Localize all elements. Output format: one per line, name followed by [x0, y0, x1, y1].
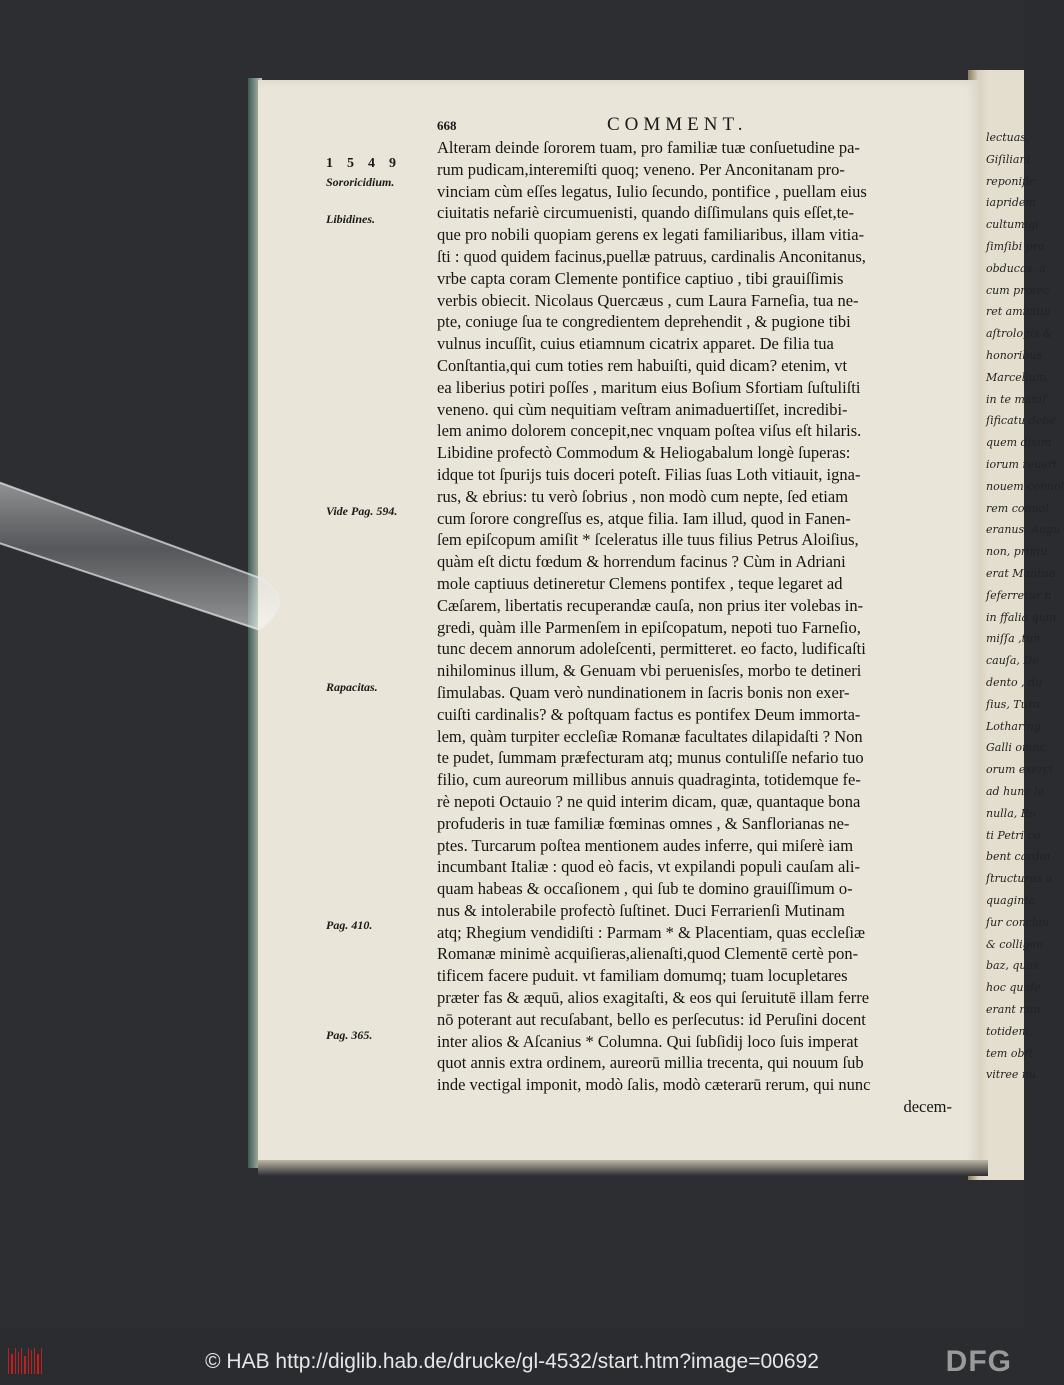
facing-page-line: hoc quide [986, 981, 1041, 995]
facing-page-line: eranus, Augu [986, 523, 1061, 537]
facing-page-line: baz, quas [986, 959, 1039, 973]
text-line: idque tot ſpurijs tuis doceri poteſt. Filias ſuas Loth vitiauit, igna- [437, 464, 861, 484]
facing-page-line: lectuas, [986, 131, 1030, 144]
facing-page-line: Marcellum, [986, 370, 1050, 384]
text-line: rum pudicam,interemiſti quoq; veneno. Per Anconitanam pro- [437, 159, 845, 179]
facing-page-line: non, primu [986, 545, 1048, 559]
catchword: decem- [903, 1097, 952, 1117]
facing-page-line: erant nun [986, 1003, 1041, 1016]
text-line: que pro nobili quopiam gerens ex legati familiaribus, illam vitia- [437, 225, 865, 245]
glass-rod-overlay [0, 520, 310, 620]
text-line: rus, & ebrius: tu verò ſobrius , non modò cum nepte, ſed etiam [437, 486, 849, 506]
facing-page-line: ſificatu debe [986, 414, 1056, 428]
text-line: atq; Rhegium vendidiſti : Parmam * & Placentiam, quas eccleſiæ [437, 922, 865, 942]
text-line: tunc decem annorum adoleſcenti, permitteret. eo facto, ludificaſti [437, 639, 866, 659]
facing-page-line: ſtructuras a [986, 872, 1053, 886]
facing-page-line: obducas. a [986, 261, 1046, 275]
text-line: præter fas & æquū, alios exagitaſti, & eos qui ſeruitutē illam ferre [437, 988, 870, 1008]
text-line: nihilominus illum, & Genuam vbi peruenisſes, morbo te detineri [437, 661, 862, 681]
text-line: tificem facere puduit. vt familiam domumq; tuam locupletares [437, 966, 848, 986]
margin-note-libidines: Libidines. [326, 212, 376, 226]
facing-page-line: rem conuol [986, 501, 1049, 515]
text-line: quàm eſt dictu fœdum & horrendum facinus ? Cùm in Adriani [437, 552, 846, 572]
margin-note-pag-365: Pag. 365. [326, 1028, 373, 1042]
facing-page-line: in ffalia quin [986, 610, 1057, 624]
text-line: lem, quàm turpiter eccleſiæ Romanæ facultates dilapidaſti ? Non [437, 726, 863, 746]
dfg-logo: DFG [945, 1345, 1012, 1378]
facing-page-line: ſius, Turn [986, 697, 1041, 711]
facing-page-line: ſeferretur n [986, 588, 1052, 602]
facing-page-line: ti Petri co [986, 828, 1041, 842]
facing-page-line: nouem conuol [986, 479, 1064, 493]
text-line: vinciam cùm eſſes legatus, Iulio ſecundo, pontifice , puellam eius [437, 181, 867, 201]
text-line: pte, coniuge ſua te congredientem deprehendit , & pugione tibi [437, 312, 851, 332]
text-line: vrbe capta coram Clemente pontifice captiuo , tibi grauiſſimis [437, 268, 844, 288]
facing-page-line: & colligen [986, 937, 1044, 951]
facing-page-line: bent cardin [986, 850, 1051, 864]
text-line: Libidine profectò Commodum & Heliogabalum longè ſuperas: [437, 443, 851, 463]
facing-page-line: iapridem [986, 196, 1036, 210]
text-line: ſem epiſcopum amiſit * ſceleratus ille tuus filius Petrus Aloiſius, [437, 530, 859, 550]
text-line: cuiſti cardinalis? & poſtquam factus es pontifex Deum immorta- [437, 704, 861, 724]
text-line: quam habeas & occaſionem , qui ſub te domino grauiſſimum o- [437, 879, 853, 899]
margin-year: 1549 [326, 156, 410, 171]
page-header [437, 116, 957, 138]
text-line: Romanæ minimè acquiſieras,alienaſti,quod Clementē certè pon- [437, 944, 859, 964]
text-line: ea liberius potiri poſſes , maritum eius Boſium Sfortiam ſuſtuliſti [437, 377, 861, 397]
facing-page-line: cum protec [986, 283, 1050, 297]
text-line: veneno. qui cùm nequitiam veſtram animaduertiſſet, incredibi- [437, 399, 848, 419]
text-line: incumbant Italiæ : quod eò facis, vt expilandi populi cauſam ali- [437, 857, 860, 877]
facing-page-line: quaginta [986, 894, 1036, 907]
text-line: ptes. Turcarum poſtea mentionem audes inferre, qui miſerè iam [437, 835, 854, 855]
text-line: lem animo dolorem concepit,nec vnquam poſtea viſus eſt hilaris. [437, 421, 862, 441]
margin-note-vide-pag: Vide Pag. 594. [326, 504, 398, 518]
text-line: profuderis in tuæ familiæ fœminas omnes , & Sanflorianas ne- [437, 813, 850, 833]
text-line: rè nepoti Octauio ? ne quid interim dicam, quæ, quantaque bona [437, 791, 861, 811]
facing-page-line: tem obſt [986, 1046, 1034, 1060]
text-line: inter alios & Aſcanius * Columna. Qui ſubſidij loco ſuis imperat [437, 1031, 859, 1051]
facing-page-line: ret amicitia [986, 305, 1051, 319]
facing-page-line: ſimſibi pra [986, 240, 1045, 253]
text-line: filio, cum aureorum millibus annuis quadraginta, totidemque fe- [437, 770, 861, 790]
text-line: Alteram deinde ſororem tuam, pro familiæ tuæ conſuetudine pa- [437, 138, 860, 157]
facing-page-line: miſſa ,tun [986, 632, 1041, 646]
facing-page-line: quem dixim [986, 436, 1052, 450]
text-line: nō poterant aut recuſabant, bello es perſecutus: id Peruſini docent [437, 1009, 866, 1029]
facing-page-line: orum exerci [986, 763, 1054, 777]
facing-page-line: Lotharing [986, 719, 1041, 733]
text-line: quot annis extra ordinem, aureorū millia trecenta, qui nouum ſub [437, 1053, 864, 1073]
facing-page-line: aſtrologis & [986, 327, 1053, 341]
text-line: cum ſorore congreſſus es, atque filia. Iam illud, quod in Fanen- [437, 508, 851, 528]
text-line: Conſtantia,qui cum toties rem habuiſti, quid dicam? etenim, vt [437, 355, 848, 375]
page-shadow [258, 1160, 988, 1176]
margin-note-pag-410: Pag. 410. [326, 918, 373, 932]
body-text [437, 137, 952, 1118]
facing-page-line: dento , du [986, 676, 1043, 689]
margin-note-sororicidium: Sororicidium. [326, 175, 395, 189]
facing-page-line: in te manif [986, 392, 1047, 406]
facing-page-line: iorum reuert [986, 458, 1058, 471]
text-line: ſti : quod quidem facinus,puellæ patruus, cardinalis Anconitanus, [437, 246, 866, 266]
copyright-url[interactable]: © HAB http://diglib.hab.de/drucke/gl-4532/start.htm?image=00692 [205, 1350, 819, 1373]
text-line: inde vectigal imponit, modò ſalis, modò cæterarū rerum, qui nunc [437, 1075, 871, 1095]
text-line: nus & intolerabile profectò ſuſtinet. Duci Ferrarienſi Mutinam [437, 900, 845, 920]
facing-page-line: ſur conclau [986, 915, 1050, 929]
text-line: Cæſarem, libertatis recuperandæ cauſa, non prius iter volebas in- [437, 595, 864, 615]
facing-page-line: ad hunc lo [986, 785, 1045, 798]
facing-page-line: totidem, [986, 1024, 1033, 1038]
facing-page-line: Galli omnc [986, 741, 1046, 755]
text-line: ciuitatis nefariè circumuenisti, quando diſſimulans quis eſſet,te- [437, 203, 854, 223]
text-line: ſimulabas. Quam verò nundinationem in ſacris bonis non exer- [437, 682, 850, 702]
facing-page-line: cultumigi [986, 218, 1039, 232]
text-line: verbis obiecit. Nicolaus Quercæus , cum Laura Farneſia, tua ne- [437, 290, 859, 310]
facing-page-line: honoribus [986, 349, 1042, 362]
facing-page-line: reponific [986, 174, 1036, 188]
text-line: vulnus incuſſit, cuius etiamnum cicatrix apparet. De filia tua [437, 334, 834, 354]
facing-page-line: nulla, Ro [986, 806, 1036, 820]
facing-page-line: Giſiliani [986, 152, 1031, 166]
facing-page-line: erat Mantua [986, 567, 1056, 580]
text-line: te pudet, ſummam præfecturam atq; munus contuliſſe nefario tuo [437, 748, 864, 768]
text-line: mole captiuus detineretur Clemens pontifex , teque legaret ad [437, 573, 843, 593]
running-head: COMMENT. [607, 114, 748, 135]
page-number: 668 [437, 118, 457, 133]
text-line: gredi, quàm ille Parmenſem in epiſcopatum, nepoti tuo Farneſio, [437, 617, 861, 637]
facing-page-line: vitree nu [986, 1068, 1037, 1082]
facing-page-line: cauſa, De [986, 654, 1039, 668]
margin-note-rapacitas: Rapacitas. [326, 680, 378, 694]
